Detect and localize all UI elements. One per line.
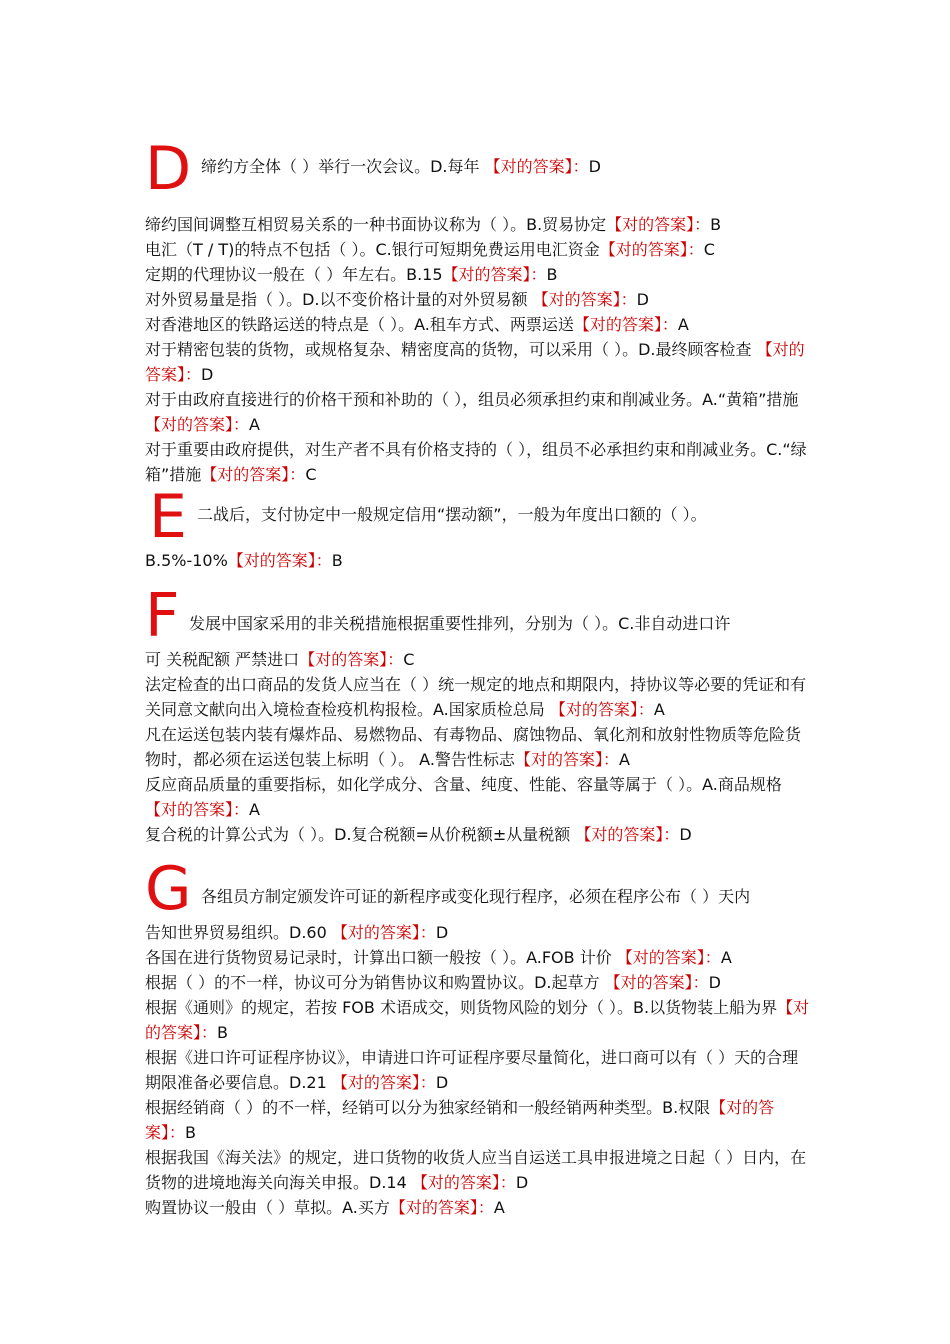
question: 各国在进行货物贸易记录时，计算出口额一般按（ ）。A.FOB 计价: [145, 948, 617, 967]
answer-label: 【对的答案】：: [616, 948, 721, 967]
section-heading: [145, 581, 810, 651]
answer-value: A: [677, 315, 689, 334]
list-item: [145, 262, 810, 287]
question: 可 关税配额 严禁进口: [145, 650, 300, 669]
question-text: 发展中国家采用的非关税措施根据重要性排列，分别为（ ）。C.非自动进口许: [189, 614, 731, 633]
answer-value: D: [588, 157, 601, 176]
answer-value: B: [546, 265, 558, 284]
answer-value: D: [435, 923, 449, 942]
question: 法定检查的出口商品的发货人应当在（ ）统一规定的地点和期限内，持协议等必要的凭证和有关同意文献向出入境检查检疫机构报检。A.国家质检总局: [145, 675, 807, 719]
list-item: [145, 212, 810, 237]
list-item: [145, 337, 810, 387]
answer-value: B: [185, 1123, 196, 1142]
question: 根据《进口许可证程序协议》，申请进口许可证程序要尽量简化，进口商可以有（ ）天的合理期限准备必要信息。D.21: [145, 1048, 799, 1092]
answer-label: 【对的答案】：: [299, 650, 404, 669]
answer-value: A: [249, 415, 260, 434]
list-item: [145, 822, 810, 847]
list-item: [145, 995, 810, 1045]
answer-label: 【对的答案】：: [145, 800, 250, 819]
answer-value: C: [403, 650, 415, 669]
answer-value: A: [493, 1198, 505, 1217]
question: 定期的代理协议一般在（ ）年左右。B.15: [145, 265, 443, 284]
question: 对外贸易量是指（ ）。D.以不变价格计量的对外贸易额: [145, 290, 533, 309]
answer-value: D: [636, 290, 649, 309]
question: 告知世界贸易组织。D.60: [145, 923, 332, 942]
answer-value: A: [720, 948, 732, 967]
list-item: [145, 237, 810, 262]
answer-value: D: [708, 973, 721, 992]
list-item: [145, 920, 810, 945]
list-item: [145, 945, 810, 970]
section-d: [145, 134, 810, 487]
list-item: [145, 287, 810, 312]
list-item: [145, 387, 810, 437]
list-item: [145, 312, 810, 337]
list-item: [145, 647, 810, 672]
answer-value: B: [710, 215, 722, 234]
section-heading: [145, 854, 810, 924]
list-item: [145, 1195, 810, 1220]
question: 购置协议一般由（ ）草拟。A.买方: [145, 1198, 390, 1217]
question: 根据我国《海关法》的规定，进口货物的收货人应当自运送工具申报进境之日起（ ）日内，在货物的进境地海关向海关申报。D.14: [145, 1148, 807, 1192]
question: 反应商品质量的重要指标，如化学成分、含量、纯度、性能、容量等属于（ ）。A.商品规格: [145, 775, 782, 794]
question: 对于由政府直接进行的价格干预和补助的（ ），组员必须承担约束和削减业务。A.“黄箱”措施: [145, 390, 799, 409]
list-item: [145, 772, 810, 822]
question-text: 二战后，支付协定中一般规定信用“摆动额”，一般为年度出口额的（ ）。: [197, 505, 707, 524]
answer-label: 【对的答案】：: [573, 315, 678, 334]
section-heading: [145, 134, 810, 204]
answer-value: D: [201, 365, 214, 384]
list-item: [145, 722, 810, 772]
answer-value: D: [435, 1073, 449, 1092]
answer-label: 【对的答案】：: [389, 1198, 494, 1217]
answer-label: 【对的答案】：: [145, 415, 250, 434]
question: 凡在运送包装内装有爆炸品、易燃物品、有毒物品、腐蚀物品、氧化剂和放射性物质等危险货物时，都必须在运送包装上标明（ ）。 A.警告性标志: [145, 725, 802, 769]
section-f: [145, 581, 810, 847]
answer-value: C: [305, 465, 317, 484]
answer-label: 【对的答案】：: [331, 1073, 436, 1092]
answer-label: 【对的答案】：: [227, 551, 332, 570]
answer-label: 【对的答案】：: [145, 1098, 775, 1142]
answer-value: A: [618, 750, 630, 769]
question: 根据（ ）的不一样，协议可分为销售协议和购置协议。D.起草方: [145, 973, 605, 992]
section-letter: D: [145, 134, 192, 204]
question: 对香港地区的铁路运送的特点是（ ）。A.租车方式、两票运送: [145, 315, 574, 334]
answer-label: 【对的答案】：: [604, 973, 709, 992]
question: 对于重要由政府提供，对生产者不具有价格支持的（ ），组员不必承担约束和削减业务。C.“绿箱”措施: [145, 440, 807, 484]
list-item: [145, 1145, 810, 1195]
question: 根据《通则》的规定，若按 FOB 术语成交，则货物风险的划分（ ）。B.以货物装上船为界: [145, 998, 778, 1017]
question: 根据经销商（ ）的不一样，经销可以分为独家经销和一般经销两种类型。B.权限: [145, 1098, 711, 1117]
answer-value: C: [703, 240, 715, 259]
answer-label: 【对的答案】：: [532, 290, 637, 309]
answer-label: 【对的答案】：: [201, 465, 306, 484]
list-item: [145, 437, 810, 487]
list-item: [145, 1045, 810, 1095]
answer-label: 【对的答案】：: [599, 240, 704, 259]
answer-label: 【对的答案】：: [575, 825, 680, 844]
question: 复合税的计算公式为（ ）。D.复合税额=从价税额±从量税额: [145, 825, 576, 844]
answer-value: A: [249, 800, 260, 819]
answer-label: 【对的答案】：: [606, 215, 711, 234]
section-letter: G: [145, 854, 192, 924]
answer-value: D: [679, 825, 692, 844]
answer-value: A: [653, 700, 665, 719]
answer-label: 【对的答案】：: [442, 265, 547, 284]
question: 缔约国间调整互相贸易关系的一种书面协议称为（ ）。B.贸易协定: [145, 215, 607, 234]
list-item: [145, 1095, 810, 1145]
question: 电汇（T / T)的特点不包括（ ）。C.银行可短期免费运用电汇资金: [145, 240, 600, 259]
section-heading: [145, 482, 810, 552]
section-g: [145, 854, 810, 1220]
list-item: [145, 548, 810, 573]
question-text: 各组员方制定颁发许可证的新程序或变化现行程序，必须在程序公布（ ）天内: [201, 887, 751, 906]
list-item: [145, 970, 810, 995]
answer-label: 【对的答案】：: [145, 998, 810, 1042]
question: 对于精密包装的货物，或规格复杂、精密度高的货物，可以采用（ ）。D.最终顾客检查: [145, 340, 757, 359]
answer-label: 【对的答案】：: [484, 157, 589, 176]
section-letter: E: [149, 482, 187, 552]
answer-label: 【对的答案】：: [549, 700, 654, 719]
question-text: [201, 154, 601, 179]
answer-label: 【对的答案】：: [145, 340, 805, 384]
answer-value: B: [217, 1023, 228, 1042]
answer-label: 【对的答案】：: [331, 923, 436, 942]
answer-value: B: [331, 551, 343, 570]
question: 缔约方全体（ ）举行一次会议。D.每年: [201, 157, 485, 176]
section-e: [145, 482, 810, 573]
answer-label: 【对的答案】：: [411, 1173, 516, 1192]
list-item: [145, 672, 810, 722]
section-letter: F: [145, 581, 180, 651]
answer-value: D: [515, 1173, 529, 1192]
question: B.5%-10%: [145, 551, 228, 570]
answer-label: 【对的答案】：: [514, 750, 619, 769]
